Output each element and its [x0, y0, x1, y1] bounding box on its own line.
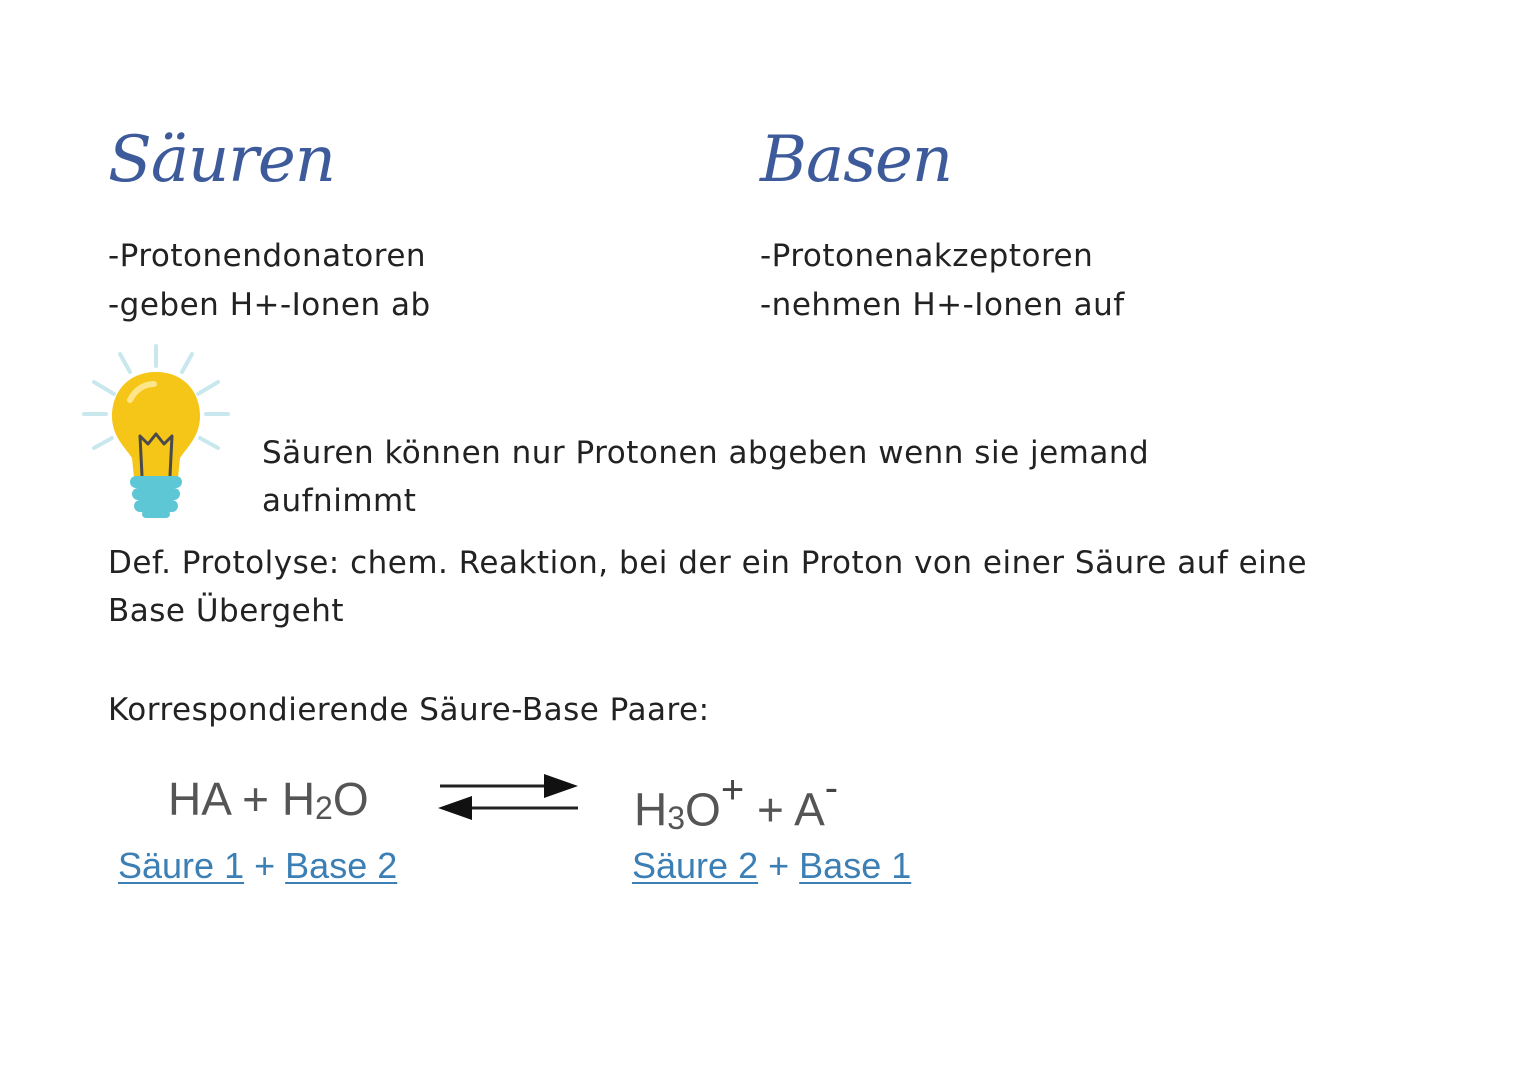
eq-ha: HA [168, 773, 230, 825]
label-acid-2[interactable]: Säure 2 [632, 845, 759, 886]
base-point-2: -nehmen H+-Ionen auf [760, 287, 1125, 323]
eq-a: A [794, 783, 825, 836]
eq-sub-3: 3 [667, 800, 686, 837]
eq-plus-left: + [242, 773, 270, 825]
definition-line-1: Def. Protolyse: chem. Reaktion, bei der ein Proton von einer Säure auf eine [108, 545, 1308, 581]
eq-sub-2: 2 [315, 790, 333, 826]
label-plus-left: + [254, 845, 276, 886]
eq-h-right: H [634, 783, 668, 836]
definition-line-2: Base Übergeht [108, 593, 345, 629]
pair-labels-right [632, 845, 912, 886]
label-base-1[interactable]: Base 1 [799, 845, 912, 886]
base-point-1: -Protonenakzeptoren [760, 238, 1094, 274]
eq-charge-plus: + [720, 768, 745, 812]
bases-title: Basen [760, 123, 953, 197]
equation-left [168, 773, 369, 826]
eq-o-left: O [332, 773, 369, 825]
eq-charge-minus: - [824, 766, 839, 810]
acid-point-2: -geben H+-Ionen ab [108, 287, 431, 323]
pair-labels-left [118, 845, 398, 886]
acid-point-1: -Protonendonatoren [108, 238, 427, 274]
label-base-2[interactable]: Base 2 [285, 845, 398, 886]
acids-title: Säuren [108, 123, 335, 197]
lightbulb-icon [80, 340, 235, 525]
pairs-heading: Korrespondierende Säure-Base Paare: [108, 692, 710, 728]
hint-line-1: Säuren können nur Protonen abgeben wenn sie jemand [262, 435, 1150, 471]
equilibrium-arrow-icon [432, 768, 582, 826]
eq-plus-right: + [756, 783, 784, 836]
eq-o-right: O [685, 783, 721, 836]
eq-h-left: H [281, 773, 316, 825]
label-acid-1[interactable]: Säure 1 [118, 845, 245, 886]
hint-line-2: aufnimmt [262, 483, 417, 519]
label-plus-right: + [768, 845, 790, 886]
equation-right [634, 766, 839, 837]
